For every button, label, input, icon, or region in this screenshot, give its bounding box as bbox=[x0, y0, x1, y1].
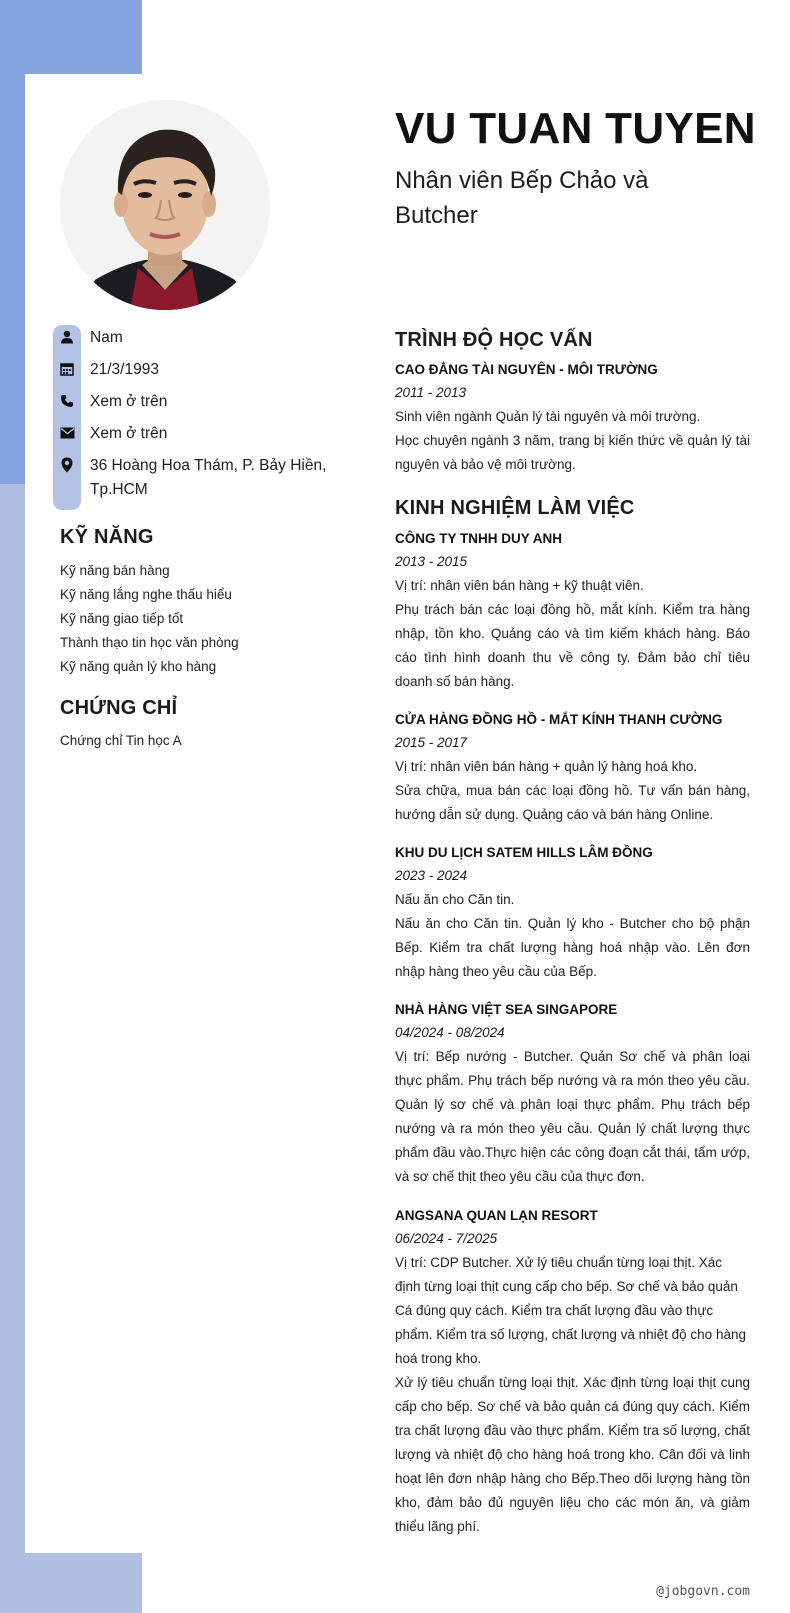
job-company: ANGSANA QUAN LẠN RESORT bbox=[395, 1208, 598, 1223]
education-heading: TRÌNH ĐỘ HỌC VẤN bbox=[395, 329, 593, 351]
job-position: Vị trí: CDP Butcher. Xử lý tiêu chuẩn từng loại thịt. Xác định từng loại thịt cung cấp cho bếp. Sơ chế và bảo quản Cá đúng quy cách. Kiểm tra chất lượng đầu vào thực phẩm. Kiểm tra số lượng, chất lượng và nhiệt độ cho hàng hoá trong kho. bbox=[395, 1255, 746, 1366]
job-date: 2015 - 2017 bbox=[395, 735, 468, 750]
skills-heading: KỸ NĂNG bbox=[60, 526, 154, 548]
job-entry bbox=[395, 842, 750, 984]
skill-item: Kỹ năng quản lý kho hàng bbox=[60, 659, 217, 674]
education-date: 2011 - 2013 bbox=[395, 385, 467, 400]
job-details: Vị trí: Bếp nướng - Butcher. Quản Sơ chế và phân loại thực phẩm. Phụ trách bếp nướng và ra món theo yêu cầu. Quản lý sơ chế và phân loại thực phẩm. Phụ trách bếp nướng và ra món theo yêu cầu. Quản lý chất lượng thực phẩm đầu vào.Thực hiện các công đoạn cắt thái, tẩm ướp, và sơ chế thịt theo yêu cầu của thực đơn. bbox=[395, 1049, 750, 1184]
job-date: 2023 - 2024 bbox=[395, 868, 468, 883]
certificates-heading: CHỨNG CHỈ bbox=[60, 697, 178, 719]
job-date: 2013 - 2015 bbox=[395, 554, 468, 569]
skill-item: Kỹ năng bán hàng bbox=[60, 563, 170, 578]
education-school: CAO ĐẲNG TÀI NGUYÊN - MÔI TRƯỜNG bbox=[395, 362, 658, 377]
contact-birthdate-text: 21/3/1993 bbox=[90, 361, 159, 378]
job-details: Phụ trách bán các loại đồng hồ, mắt kính. Kiểm tra hàng nhập, tồn kho. Quảng cáo và tìm kiếm khách hàng. Báo cáo tình hình doanh thu về công ty. Đảm bảo chỉ tiêu doanh số bán hàng. bbox=[395, 602, 750, 689]
candidate-role: Nhân viên Bếp Chảo và Butcher bbox=[395, 167, 649, 229]
job-entry bbox=[395, 709, 750, 827]
job-details: Nấu ăn cho Căn tin. Quản lý kho - Butcher cho bộ phận Bếp. Kiểm tra chất lượng hàng hoá nhập vào. Lên đơn nhập hàng theo yêu cầu của Bếp. bbox=[395, 916, 750, 979]
contact-address-text: 36 Hoàng Hoa Thám, P. Bảy Hiền, Tp.HCM bbox=[90, 457, 327, 498]
skill-item: Kỹ năng lắng nghe thấu hiểu bbox=[60, 587, 232, 602]
phone-icon bbox=[53, 390, 81, 412]
job-position: Nấu ăn cho Căn tin. bbox=[395, 892, 515, 907]
job-details: Xử lý tiêu chuẩn từng loại thịt. Xác định từng loại thịt cung cấp cho bếp. Sơ chế và bảo quản cá đúng quy cách. Kiểm tra chất lượng đầu vào thực phẩm. Kiểm tra số lượng, chất lượng và nhiệt độ cho hàng hoá trong kho. Cân đối và linh hoạt lên đơn nhập hàng cho Bếp.Theo dõi lượng hàng tồn kho, đảm bảo đủ nguyên liệu cho các món ăn, và giảm thiểu lãng phí. bbox=[395, 1375, 750, 1534]
mail-icon bbox=[53, 422, 81, 444]
avatar bbox=[60, 100, 270, 310]
watermark-text: @jobgovn.com bbox=[656, 1584, 750, 1599]
skill-item: Thành thạo tin học văn phòng bbox=[60, 635, 239, 650]
contact-gender-text: Nam bbox=[90, 329, 123, 346]
job-position: Vị trí: nhân viên bán hàng + kỹ thuật viên. bbox=[395, 578, 644, 593]
certificate-item: Chứng chỉ Tin học A bbox=[60, 733, 182, 748]
contact-icon-strip bbox=[53, 325, 81, 510]
job-company: NHÀ HÀNG VIỆT SEA SINGAPORE bbox=[395, 1002, 618, 1017]
calendar-icon bbox=[53, 358, 81, 380]
job-entry bbox=[395, 1205, 750, 1539]
job-date: 04/2024 - 08/2024 bbox=[395, 1025, 505, 1040]
job-date: 06/2024 - 7/2025 bbox=[395, 1231, 498, 1246]
job-company: KHU DU LỊCH SATEM HILLS LÂM ĐỒNG bbox=[395, 845, 653, 860]
job-entry bbox=[395, 999, 750, 1189]
candidate-name: VU TUAN TUYEN bbox=[395, 104, 756, 153]
education-line: Sinh viên ngành Quản lý tài nguyên và môi trường. bbox=[395, 409, 701, 424]
location-pin-icon bbox=[53, 454, 81, 476]
skills-list bbox=[60, 559, 340, 679]
certificates-list bbox=[60, 729, 340, 753]
person-icon bbox=[53, 326, 81, 348]
job-entry bbox=[395, 528, 750, 694]
contact-email-text: Xem ở trên bbox=[90, 425, 168, 442]
job-company: CÔNG TY TNHH DUY ANH bbox=[395, 531, 563, 546]
experience-heading: KINH NGHIỆM LÀM VIỆC bbox=[395, 497, 635, 519]
contact-phone-text: Xem ở trên bbox=[90, 393, 168, 410]
skill-item: Kỹ năng giao tiếp tốt bbox=[60, 611, 184, 626]
job-details: Sửa chữa, mua bán các loại đồng hồ. Tư vấn bán hàng, hướng dẫn sử dụng. Quảng cáo và bán hàng Online. bbox=[395, 783, 750, 822]
job-position: Vị trí: nhân viên bán hàng + quản lý hàng hoá kho. bbox=[395, 759, 698, 774]
education-line: Học chuyên ngành 3 năm, trang bị kiến thức về quản lý tài nguyên và bảo vệ môi trường. bbox=[395, 433, 750, 472]
education-entry bbox=[395, 359, 750, 477]
job-company: CỬA HÀNG ĐỒNG HỒ - MẮT KÍNH THANH CƯỜNG bbox=[395, 712, 723, 727]
